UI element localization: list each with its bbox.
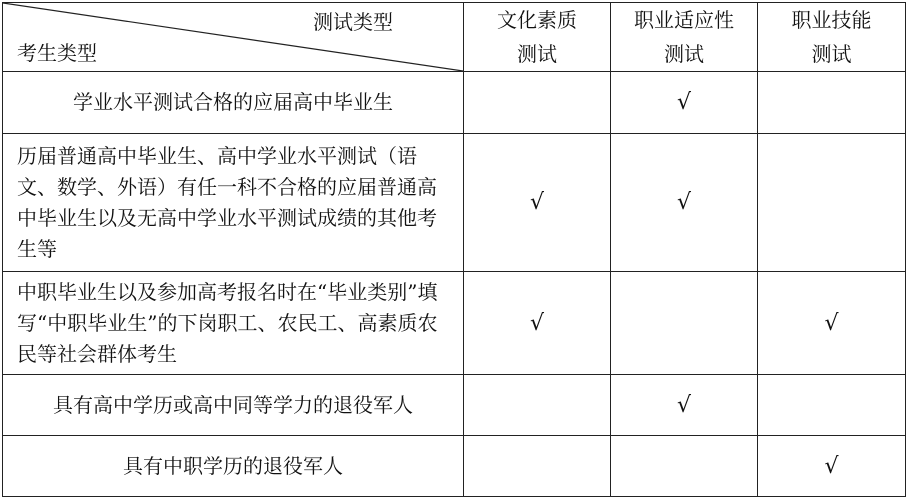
diagonal-header-cell: [3, 3, 464, 72]
skill-check-cell: [758, 375, 906, 436]
table-row: [3, 72, 906, 134]
header-aptitude-line2: 测试: [664, 42, 704, 66]
header-skill-line1: 职业技能: [791, 8, 872, 32]
exam-requirements-table: [2, 2, 906, 497]
culture-check-cell: [464, 375, 611, 436]
header-culture-line2: 测试: [517, 42, 557, 66]
table-row: [3, 134, 906, 272]
header-skill-line2: 测试: [811, 42, 852, 66]
culture-check-cell: √: [464, 272, 611, 375]
culture-check-cell: √: [464, 134, 611, 272]
aptitude-check-cell: √: [611, 72, 758, 134]
table-row: [3, 436, 906, 497]
culture-check-cell: [464, 436, 611, 497]
skill-check-cell: √: [758, 436, 906, 497]
header-aptitude-line1: 职业适应性: [634, 8, 734, 32]
table-row: [3, 375, 906, 436]
skill-check-cell: [758, 72, 906, 134]
table-row: [3, 272, 906, 375]
candidate-type-cell: 学业水平测试合格的应届高中毕业生: [3, 72, 464, 134]
culture-check-cell: [464, 72, 611, 134]
header-skill-test: [758, 3, 906, 72]
skill-check-cell: [758, 134, 906, 272]
header-culture-test: [464, 3, 611, 72]
aptitude-check-cell: [611, 436, 758, 497]
aptitude-check-cell: √: [611, 134, 758, 272]
header-culture-line1: 文化素质: [497, 8, 577, 32]
candidate-type-cell: 中职毕业生以及参加高考报名时在“毕业类别”填写“中职毕业生”的下岗职工、农民工、高素质农民等社会群体考生: [3, 272, 464, 375]
test-type-label: 测试类型: [313, 10, 393, 34]
header-aptitude-test: [611, 3, 758, 72]
candidate-type-cell: 具有高中学历或高中同等学力的退役军人: [3, 375, 464, 436]
candidate-type-cell: 历届普通高中毕业生、高中学业水平测试（语文、数学、外语）有任一科不合格的应届普通高中毕业生以及无高中学业水平测试成绩的其他考生等: [3, 134, 464, 272]
header-row: [3, 3, 906, 72]
aptitude-check-cell: [611, 272, 758, 375]
aptitude-check-cell: √: [611, 375, 758, 436]
candidate-type-label: 考生类型: [17, 41, 97, 65]
skill-check-cell: √: [758, 272, 906, 375]
candidate-type-cell: 具有中职学历的退役军人: [3, 436, 464, 497]
